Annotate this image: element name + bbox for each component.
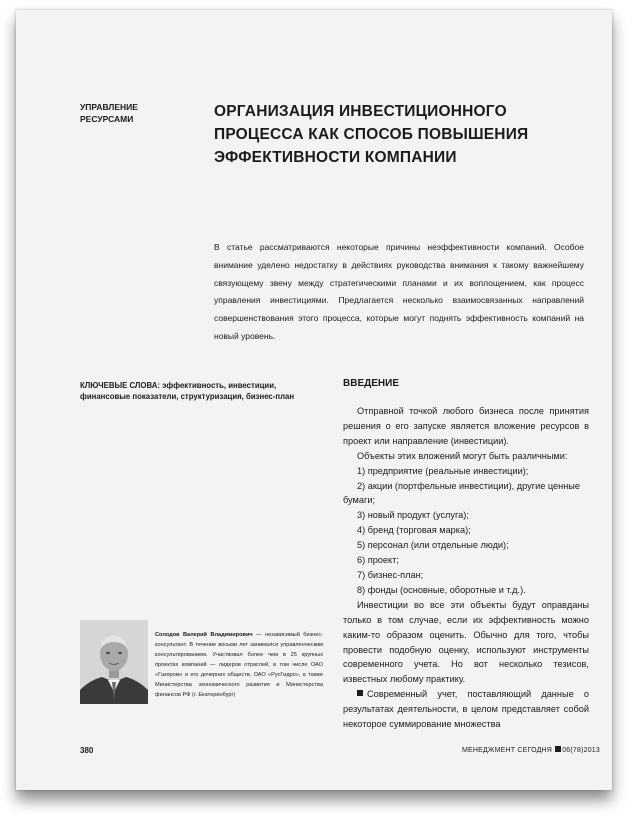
keywords-block (80, 380, 325, 402)
list-item: 5) персонал (или отдельные люди); (357, 540, 509, 551)
list-item: 7) бизнес-план; (357, 569, 424, 580)
list-item: 6) проект; (357, 555, 399, 566)
author-name: Солодов Валерий Владимирович (155, 632, 253, 638)
article-title: ОРГАНИЗАЦИЯ ИНВЕСТИЦИОННОГО ПРОЦЕССА КАК СПОСОБ ПОВЫШЕНИЯ ЭФФЕКТИВНОСТИ КОМПАНИИ (214, 103, 529, 166)
author-portrait-image (80, 620, 148, 704)
keywords-text: эффективность, инвестиции, финансовые показатели, структуризация, бизнес-план (80, 381, 295, 401)
objects-list (343, 464, 589, 598)
author-bio: — независимый бизнес-консультант. В течение восьми лет занимался управленческим консультированием. Участвовал более чем в 25 крупных проектах компаний — лидеров отраслей, в том числе ОАО «Газпром» и его дочерних обществ, ОАО «РусГидро», а также Министерства экономического развития и Министерства финансов РФ (г. Екатеринбург) (155, 632, 323, 698)
list-item: 2) акции (портфельные инвестиции), другие ценные бумаги; (343, 480, 580, 506)
body-text (343, 404, 589, 732)
author-photo (80, 620, 148, 704)
list-item: 1) предприятие (реальные инвестиции); (357, 465, 529, 476)
paragraph: Инвестиции во все эти объекты будут оправданы только в том случае, если их эффективность можно каким-то образом оценить. Обычно для того, чтобы провести подобную оценку, используют инструменты современного учета. Но вот несколько тезисов, известных любому практику. (343, 599, 589, 685)
section-label: УПРАВЛЕНИЕ РЕСУРСАМИ (80, 102, 138, 124)
paragraph: Объекты этих вложений могут быть различными: (357, 450, 568, 461)
bullet-square-icon (357, 690, 363, 696)
paragraph: Отправной точкой любого бизнеса после принятия решения о его запуске является вложение ресурсов в проект или направление (инвестиции). (343, 406, 589, 446)
list-item: 8) фонды (основные, оборотные и т.д.). (357, 584, 526, 595)
abstract: В статье рассматриваются некоторые причины неэффективности компаний. Особое внимание уделено недостатку в действиях руководства внимания к такому важнейшему связующему звену между стратегическими планами и их воплощением, как процесс управления инвестициями. Предлагается несколько взаимосвязанных направлений совершенствования этого процесса, которые могут поднять эффективность компаний на новый уровень. (214, 242, 584, 341)
list-item: 3) новый продукт (услуга); (357, 510, 469, 521)
page-number: 380 (80, 746, 94, 755)
keywords-label: КЛЮЧЕВЫЕ СЛОВА: (80, 381, 160, 390)
square-separator-icon (555, 746, 561, 752)
list-item: 4) бренд (торговая марка); (357, 525, 471, 536)
journal-footer (462, 746, 600, 754)
journal-name: МЕНЕДЖМЕНТ СЕГОДНЯ (461, 747, 553, 754)
paragraph-text: Современный учет, поставляющий данные о результатах деятельности, в целом представляет собой некоторое суммирование множества (343, 689, 589, 730)
journal-issue: 06(78)2013 (562, 747, 600, 754)
paragraph (343, 687, 589, 732)
author-info (155, 630, 323, 700)
section-heading: ВВЕДЕНИЕ (343, 378, 399, 389)
